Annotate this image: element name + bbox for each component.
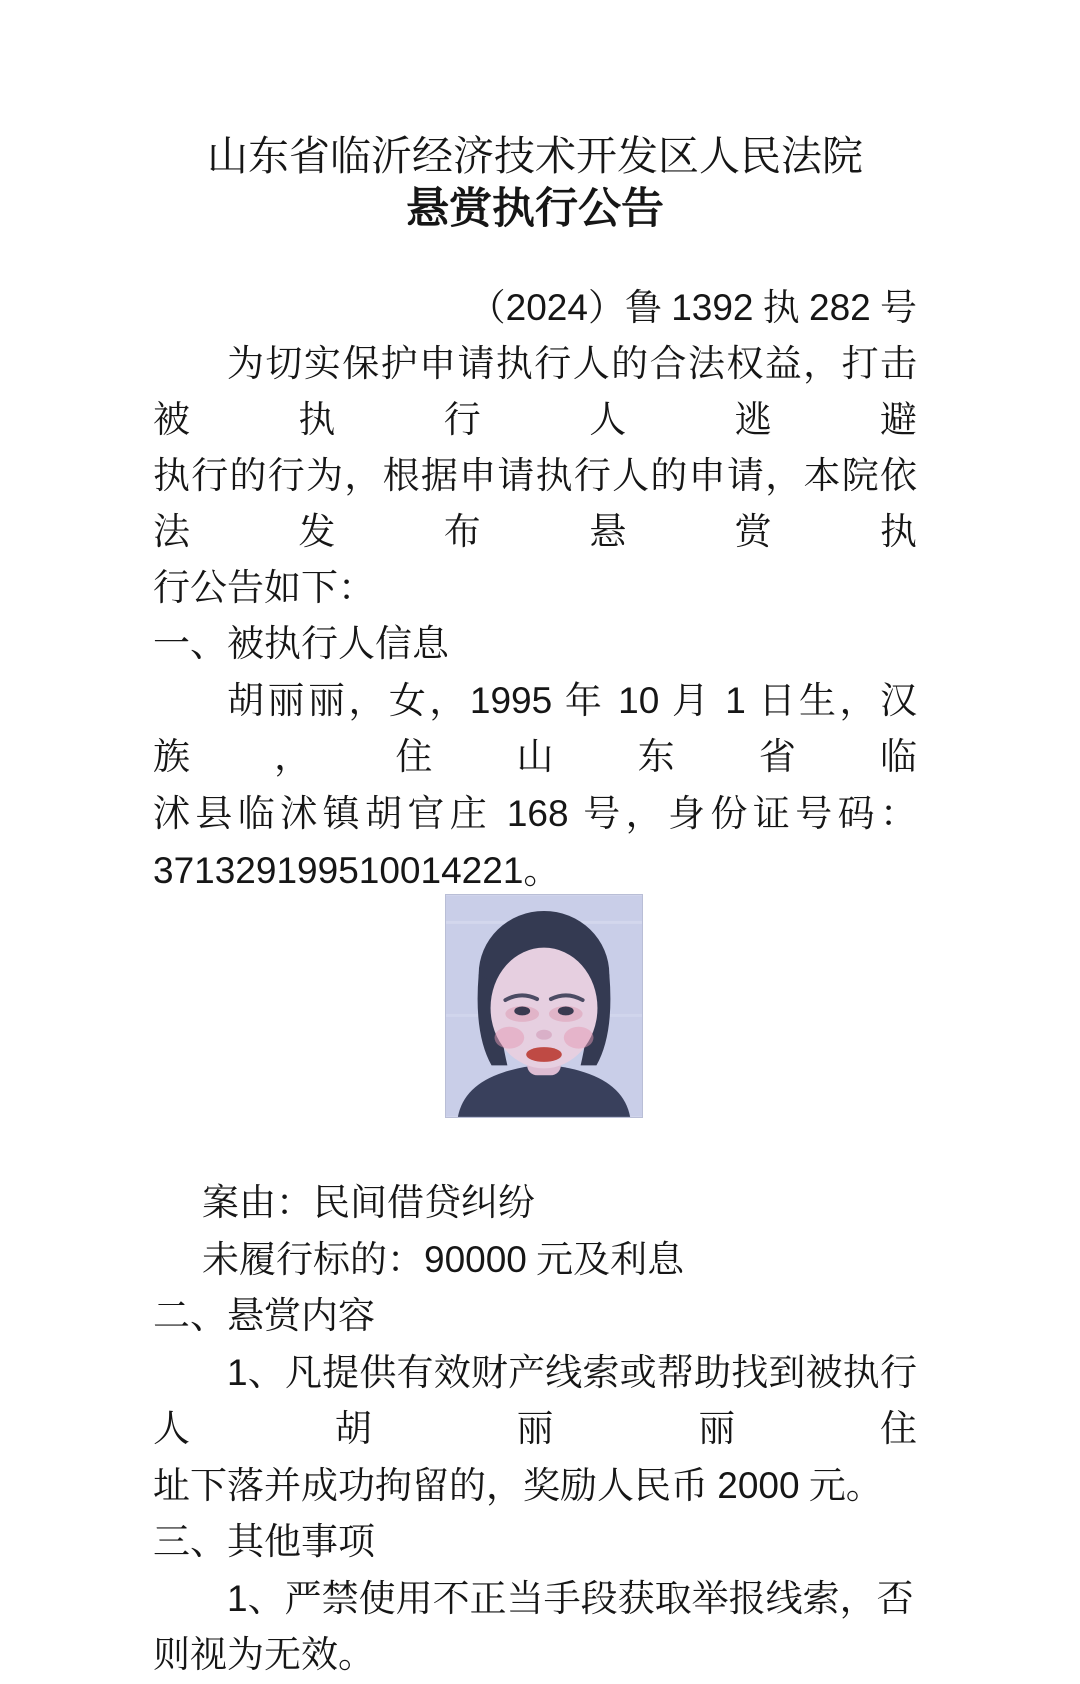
person-info-line-2: 沭县临沭镇胡官庄 168 号，身份证号码： — [153, 793, 918, 835]
case-cause: 案由：民间借贷纠纷 — [202, 1183, 535, 1224]
intro-line-2: 执行的行为，根据申请执行人的申请，本院依法发布悬赏执 — [153, 456, 917, 553]
section-two-heading: 二、悬赏内容 — [153, 1296, 375, 1337]
other-item-line-1: 1、严禁使用不正当手段获取举报线索，否则视为无效。 — [153, 1578, 914, 1676]
intro-line-1: 为切实保护申请执行人的合法权益，打击被执行人逃避 — [153, 344, 917, 441]
document-content — [0, 128, 1080, 1684]
notice-title: 悬赏执行公告 — [406, 186, 664, 233]
reward-item-line-1: 1、凡提供有效财产线索或帮助找到被执行人胡丽丽住 — [153, 1352, 917, 1450]
outstanding-amount: 未履行标的：90000 元及利息 — [202, 1239, 685, 1281]
document-page — [0, 128, 1080, 1676]
reward-item-line-2: 址下落并成功拘留的，奖励人民币 2000 元。 — [153, 1465, 883, 1507]
person-info-line-1: 胡丽丽，女，1995 年 10 月 1 日生，汉族，住山东省临 — [153, 680, 918, 778]
section-three-heading: 三、其他事项 — [153, 1522, 375, 1563]
case-number: （2024）鲁 1392 执 282 号 — [468, 287, 917, 329]
intro-line-3: 行公告如下： — [153, 568, 375, 609]
person-photo — [445, 894, 643, 1118]
court-name: 山东省临沂经济技术开发区人民法院 — [207, 133, 863, 179]
section-one-heading: 一、被执行人信息 — [153, 624, 449, 665]
person-id-number: 371329199510014221。 — [153, 850, 561, 892]
